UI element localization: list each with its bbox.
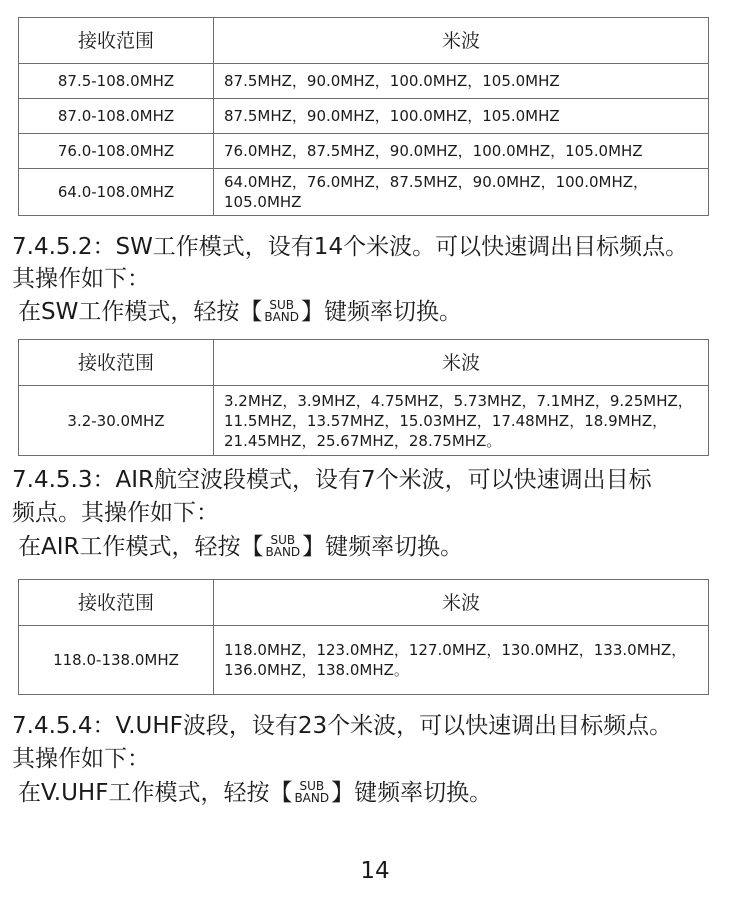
instruction-text: 在SW工作模式，轻按【 bbox=[18, 299, 263, 325]
instruction-text: 】键频率切换。 bbox=[302, 534, 464, 560]
range-cell: 118.0-138.0MHZ bbox=[19, 626, 214, 695]
sub-band-key-bottom: BAND bbox=[265, 544, 301, 559]
table-row bbox=[19, 386, 709, 456]
range-cell: 87.5-108.0MHZ bbox=[19, 64, 214, 99]
table-row bbox=[19, 626, 709, 695]
sub-band-key-icon bbox=[266, 534, 301, 558]
waves-cell: 76.0MHZ，87.5MHZ，90.0MHZ，100.0MHZ，105.0MHZ bbox=[214, 134, 709, 169]
waves-line: 11.5MHZ，13.57MHZ，15.03MHZ，17.48MHZ，18.9MHZ， bbox=[224, 411, 668, 430]
vuhf-section-title: 7.4.5.4：V.UHF波段，设有23个米波，可以快速调出目标频点。 bbox=[12, 713, 673, 739]
sub-band-key-icon bbox=[294, 780, 329, 804]
vuhf-section-line2: 其操作如下： bbox=[12, 746, 150, 772]
waves-cell bbox=[214, 626, 709, 695]
sub-band-key-top: SUB bbox=[269, 297, 294, 312]
table-header-row bbox=[19, 580, 709, 626]
header-waves: 米波 bbox=[214, 340, 709, 386]
page-number: 14 bbox=[360, 858, 390, 884]
sw-frequency-table bbox=[18, 339, 709, 456]
air-instruction bbox=[18, 531, 463, 563]
waves-cell bbox=[214, 169, 709, 216]
vuhf-instruction bbox=[18, 777, 492, 809]
header-waves: 米波 bbox=[214, 18, 709, 64]
sw-section-title: 7.4.5.2：SW工作模式，设有14个米波。可以快速调出目标频点。 bbox=[12, 234, 689, 260]
header-range: 接收范围 bbox=[19, 18, 214, 64]
waves-line: 105.0MHZ bbox=[224, 193, 302, 211]
table-row bbox=[19, 99, 709, 134]
header-waves: 米波 bbox=[214, 580, 709, 626]
waves-line: 21.45MHZ，25.67MHZ，28.75MHZ。 bbox=[224, 431, 502, 450]
waves-line: 3.2MHZ，3.9MHZ，4.75MHZ，5.73MHZ，7.1MHZ，9.25MHZ， bbox=[224, 391, 693, 410]
sub-band-key-icon bbox=[264, 299, 299, 323]
waves-line: 136.0MHZ，138.0MHZ。 bbox=[224, 661, 409, 679]
waves-cell bbox=[214, 386, 709, 456]
table-header-row bbox=[19, 18, 709, 64]
air-section-line2: 频点。其操作如下： bbox=[12, 500, 219, 526]
sub-band-key-top: SUB bbox=[270, 532, 296, 547]
sub-band-key-bottom: BAND bbox=[264, 309, 300, 324]
waves-cell: 87.5MHZ，90.0MHZ，100.0MHZ，105.0MHZ bbox=[214, 64, 709, 99]
instruction-text: 】键频率切换。 bbox=[331, 780, 493, 806]
fm-frequency-table bbox=[18, 17, 709, 216]
waves-cell: 87.5MHZ，90.0MHZ，100.0MHZ，105.0MHZ bbox=[214, 99, 709, 134]
table-row bbox=[19, 134, 709, 169]
sw-instruction bbox=[18, 296, 462, 328]
range-cell: 64.0-108.0MHZ bbox=[19, 169, 214, 216]
sub-band-key-top: SUB bbox=[299, 778, 325, 793]
air-section-title: 7.4.5.3：AIR航空波段模式，设有7个米波，可以快速调出目标 bbox=[12, 467, 652, 493]
range-cell: 3.2-30.0MHZ bbox=[19, 386, 214, 456]
instruction-text: 在AIR工作模式，轻按【 bbox=[18, 534, 264, 560]
header-range: 接收范围 bbox=[19, 340, 214, 386]
table-row bbox=[19, 64, 709, 99]
header-range: 接收范围 bbox=[19, 580, 214, 626]
air-frequency-table bbox=[18, 579, 709, 695]
waves-line: 118.0MHZ，123.0MHZ，127.0MHZ，130.0MHZ，133.0MHZ， bbox=[224, 641, 687, 659]
range-cell: 76.0-108.0MHZ bbox=[19, 134, 214, 169]
instruction-text: 】键频率切换。 bbox=[301, 299, 463, 325]
sub-band-key-bottom: BAND bbox=[294, 790, 330, 805]
waves-line: 64.0MHZ，76.0MHZ，87.5MHZ，90.0MHZ，100.0MHZ， bbox=[224, 173, 649, 191]
table-header-row bbox=[19, 340, 709, 386]
table-row bbox=[19, 169, 709, 216]
range-cell: 87.0-108.0MHZ bbox=[19, 99, 214, 134]
sw-section-line2: 其操作如下： bbox=[12, 266, 150, 292]
instruction-text: 在V.UHF工作模式，轻按【 bbox=[18, 780, 293, 806]
